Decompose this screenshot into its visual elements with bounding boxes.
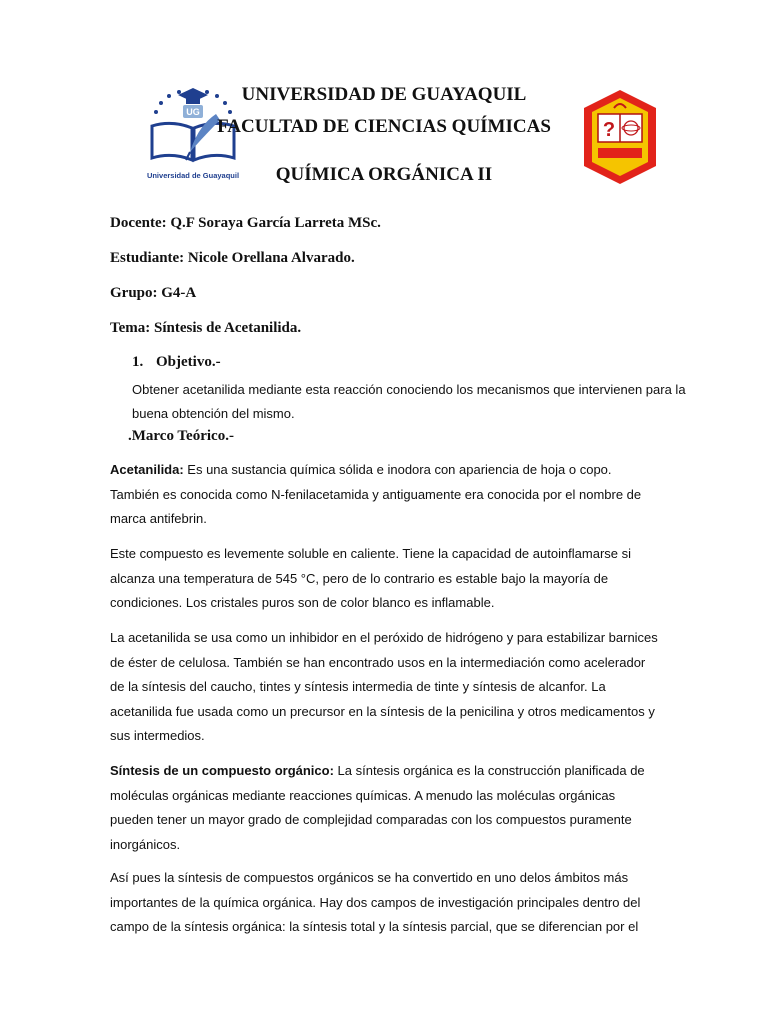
paragraph-campos (110, 866, 658, 940)
paragraph-body: La acetanilida se usa como un inhibidor en el peróxido de hidrógeno y para estabilizar barnices de éster de celulosa. También se han encontrado usos en la intermediación como acelerador de la síntesis del caucho, tintes y síntesis intermedia de tinte y síntesis de alcanfor. La acetanilida fue usada como un precursor en la síntesis de la penicilina y otros medicamentos y sus intermedios. (110, 630, 658, 743)
docente-line: Docente: Q.F Soraya García Larreta MSc. (110, 215, 381, 231)
tema-line: Tema: Síntesis de Acetanilida. (110, 320, 302, 336)
paragraph-body: Así pues la síntesis de compuestos orgánicos se ha convertido en uno delos ámbitos más importantes de la química orgánica. Hay dos campos de investigación principales dentro del campo de la síntesis orgánica: la síntesis total y la síntesis parcial, que se diferencian por el (110, 870, 641, 934)
paragraph-body: Este compuesto es levemente soluble en caliente. Tiene la capacidad de autoinflamarse si alcanza una temperatura de 545 °C, pero de lo contrario es estable bajo la mayoría de condiciones. Los cristales puros son de color blanco es inflamable. (110, 546, 632, 610)
svg-text:UG: UG (186, 107, 200, 117)
paragraph-acetanilida (110, 458, 658, 532)
university-title: UNIVERSIDAD DE GUAYAQUIL (241, 84, 527, 105)
objetivo-number: 1. (132, 354, 144, 370)
university-caption: Universidad de Guayaquil (146, 171, 240, 180)
objetivo-heading-text: Objetivo.- (156, 354, 221, 370)
grupo-line: Grupo: G4-A (110, 285, 197, 301)
paragraph-body: La síntesis orgánica es la construcción planificada de moléculas orgánicas mediante reacciones químicas. A menudo las moléculas orgánicas pueden tener un mayor grado de complejidad comparadas con los compuestos puramente inorgánicos. (110, 763, 645, 852)
paragraph-usos (110, 626, 658, 749)
paragraph-body: Es una sustancia química sólida e inodora con apariencia de hoja o copo. También es conocida como N-fenilacetamida y antiguamente era conocida por el nombre de marca antifebrin. (110, 462, 642, 526)
paragraph-lead: Acetanilida: (110, 462, 184, 477)
marco-teorico-heading: .Marco Teórico.- (128, 428, 234, 444)
svg-text:?: ? (602, 119, 616, 141)
faculty-title: FACULTAD DE CIENCIAS QUÍMICAS (217, 116, 551, 137)
paragraph-lead: Síntesis de un compuesto orgánico: (110, 763, 334, 778)
objetivo-text: Obtener acetanilida mediante esta reacción conociendo los mecanismos que intervienen para la buena obtención del mismo. (132, 382, 686, 421)
estudiante-line: Estudiante: Nicole Orellana Alvarado. (110, 250, 355, 266)
paragraph-sintesis (110, 759, 658, 857)
objetivo-heading (132, 354, 221, 371)
paragraph-solubilidad (110, 542, 658, 616)
course-title: QUÍMICA ORGÁNICA II (275, 164, 493, 185)
